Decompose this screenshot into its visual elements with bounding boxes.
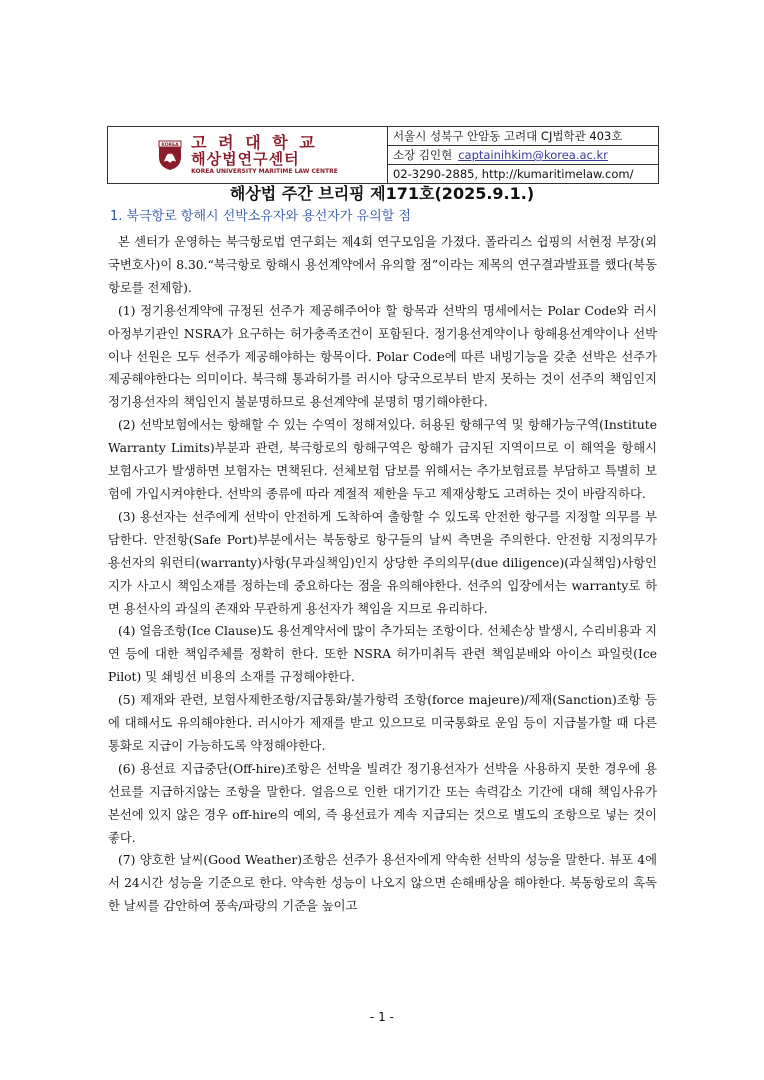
logo-cell	[108, 127, 388, 183]
page-number: - 1 -	[370, 1010, 394, 1024]
contact-text: 02-3290-2885, http://kumaritimelaw.com/	[393, 167, 634, 181]
address-row	[388, 127, 658, 146]
body-text	[108, 231, 657, 918]
university-seal-icon	[157, 139, 183, 171]
director-label: 소장 김인현	[393, 148, 453, 162]
logo-text	[191, 135, 338, 175]
paragraph: (7) 양호한 날씨(Good Weather)조항은 선주가 용선자에게 약속한 선박의 성능을 말한다. 뷰포 4에서 24시간 성능을 기준으로 한다. 약속한 성능이 나오지 않으면 손해배상을 해야한다. 북동항로의 혹독한 날씨를 감안하여 풍속/파랑의 기준을 높이고	[108, 853, 657, 914]
header-box	[107, 126, 659, 184]
director-row	[388, 146, 658, 165]
page-title: 해상법 주간 브리핑 제171호(2025.9.1.)	[229, 184, 535, 203]
contact-info	[388, 127, 658, 183]
logo-english-name: KOREA UNIVERSITY MARITIME LAW CENTRE	[191, 167, 338, 175]
paragraph: (3) 용선자는 선주에게 선박이 안전하게 도착하여 출항할 수 있도록 안전한 항구를 지정할 의무를 부담한다. 안전항(Safe Port)부분에서는 북동항로 항구들의 날씨 측면을 주의한다. 안전항 지정의무가 용선자의 워런티(warranty)사항(무과실책임)인지 상당한 주의의무(due diligence)(과실책임)사항인지가 사고시 책임소재를 정하는데 중요하다는 점을 유의해야한다. 선주의 입장에서는 warranty로 하면 용선사의 과실의 존재와 무관하게 용선자가 책임을 지므로 유리하다.	[108, 509, 657, 616]
paragraph: (4) 얼음조항(Ice Clause)도 용선계약서에 많이 추가되는 조항이다. 선체손상 발생시, 수리비용과 지연 등에 대한 책임주체를 정확히 한다. 또한 NSRA 허가미취득 관련 책임분배와 아이스 파일럿(Ice Pilot) 및 쇄빙선 비용의 소재를 규정해야한다.	[108, 624, 658, 685]
paragraph: (6) 용선료 지급중단(Off-hire)조항은 선박을 빌려간 정기용선자가 선박을 사용하지 못한 경우에 용선료를 지급하지않는 조항을 말한다. 얼음으로 인한 대기기간 또는 속력감소 기간에 대해 책임사유가 본선에 있지 않은 경우 off-hire의 예외, 즉 용선료가 계속 지급되는 것으로 별도의 조항으로 넣는 것이 좋다.	[108, 761, 657, 845]
paragraph: 본 센터가 운영하는 북극항로법 연구회는 제4회 연구모임을 가졌다. 폴라리스 쉽핑의 서현정 부장(외국변호사)이 8.30.“북극항로 항해시 용선계약에서 유의할 점”이라는 제목의 연구결과발표를 했다(북동항로를 전제함).	[108, 235, 657, 295]
logo-center-name: 해상법연구센터	[191, 149, 300, 168]
section-title: 1. 북극항로 항해시 선박소유자와 용선자가 유의할 점	[110, 209, 411, 224]
logo-university-name: 고 려 대 학 교	[191, 133, 318, 153]
university-logo	[157, 135, 338, 175]
seal-text: KOREA	[161, 143, 179, 148]
paragraph: (1) 정기용선계약에 규정된 선주가 제공해주어야 할 항목과 선박의 명세에서는 Polar Code와 러시아정부기관인 NSRA가 요구하는 허가충족조건이 포함된다. 정기용선계약이나 항해용선계약이나 선박이나 선원은 모두 선주가 제공해야하는 항목이다. Polar Code에 따른 내빙기능을 갖춘 선박은 선주가 제공해야한다는 의미이다. 북극해 통과허가를 러시아 당국으로부터 받지 못하는 것이 선주의 책임인지 정기용선자의 책임인지 불분명하므로 용선계약에 분명히 명기해야한다.	[108, 303, 657, 410]
address-text: 서울시 성북구 안암동 고려대 CJ법학관 403호	[393, 129, 623, 143]
email-link[interactable]: captainihkim@korea.ac.kr	[458, 148, 608, 162]
paragraph: (2) 선박보험에서는 항해할 수 있는 수역이 정해져있다. 허용된 항해구역 및 항해가능구역(Institute Warranty Limits)부분과 관련, 북극항로의 항해구역은 항해가 금지된 지역이므로 이 해역을 항해시 보험사고가 발생하면 보험자는 면책된다. 선체보험 담보를 위해서는 추가보험료를 부담하고 특별히 보험에 가입시켜야한다. 선박의 종류에 따라 계절적 제한을 두고 제재상황도 고려하는 것이 바람직하다.	[108, 418, 657, 501]
paragraph: (5) 제재와 관련, 보험사제한조항/지급통화/불가항력 조항(force majeure)/제재(Sanction)조항 등에 대해서도 유의해야한다. 러시아가 제재를 받고 있으므로 미국통화로 운임 등이 지급불가할 때 다른 통화로 지급이 가능하도록 약정해야한다.	[108, 693, 657, 753]
